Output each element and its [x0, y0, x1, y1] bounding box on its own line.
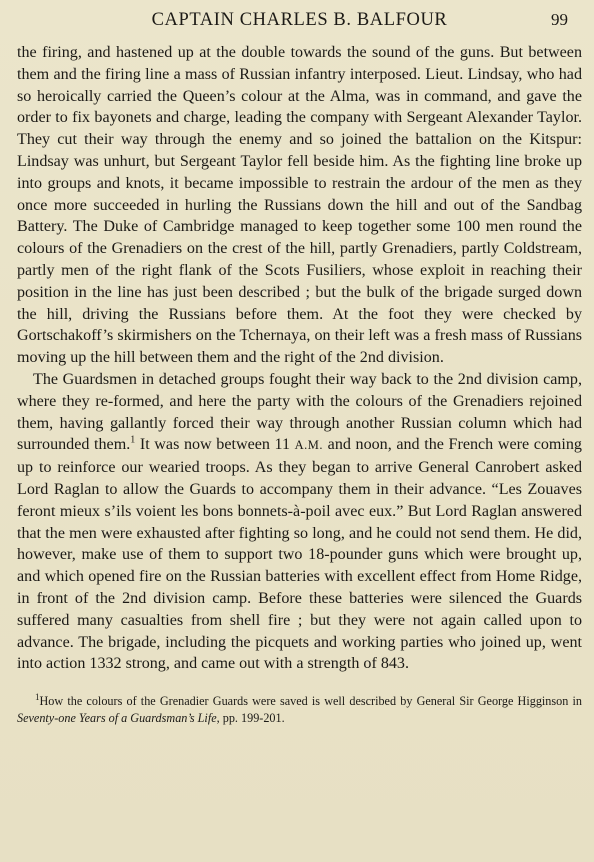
footnote-book-title: Seventy-one Years of a Guardsman’s Life: [17, 710, 217, 725]
footnote: [17, 693, 582, 726]
page-number: 99: [551, 10, 568, 29]
body-text: [17, 42, 582, 675]
paragraph-2: [17, 369, 582, 675]
paragraph-2-part-b: It was now between 11: [135, 436, 295, 454]
footnote-reference: 1: [130, 434, 136, 446]
footnote-text-a: How the colours of the Grenadier Guards were saved is well described by General Sir George Higginson in: [39, 694, 582, 709]
footnote-text-b: , pp. 199-201.: [216, 710, 285, 725]
paragraph-2-part-c: and noon, and the French were coming up to reinforce our wearied troops. As they began to arrive General Canrobert asked Lord Raglan to allow the Guards to accompany them in their advance. “Les Zouaves feront mieux s’ils voient les bons bonnets-à-poil avec eux.” But Lord Raglan answered that the men were exhausted after fighting so long, and he could not send them. He did, however, make use of them to support two 18-pounder guns which were brought up, and which opened fire on the Russian batteries with excellent effect from Home Ridge, in front of the 2nd division camp. Before these batteries were silenced the Guards suffered many casualties from shell fire ; but they were not again called upon to advance. The brigade, including the picquets and working parties who joined up, went into action 1332 strong, and came out with a strength of 843.: [17, 436, 582, 673]
time-am: A.M.: [294, 438, 324, 453]
paragraph-2-part-a: The Guardsmen in detached groups fought their way back to the 2nd division camp, where they re-formed, and here the party with the colours of the Grenadiers rejoined them, having gallantly forced their way through another Russian column which had surrounded them.: [17, 370, 582, 454]
page-header: [17, 8, 582, 34]
footnote-number: 1: [35, 692, 40, 703]
running-head: CAPTAIN CHARLES B. BALFOUR: [151, 10, 448, 30]
paragraph-1: the firing, and hastened up at the double towards the sound of the guns. But between them and the firing line a mass of Russian infantry interposed. Lieut. Lindsay, who had so heroically carried the Queen’s colour at the Alma, was in command, and gave the order to fix bayonets and charge, leading the company with Sergeant Alexander Taylor. They cut their way through the enemy and so joined the battalion on the Kitspur: Lindsay was unhurt, but Sergeant Taylor fell beside him. As the fighting line broke up into groups and knots, it became impossible to restrain the ardour of the men as they once more succeeded in hurling the Russians down the hill and out of the Sandbag Battery. The Duke of Cambridge managed to keep together some 100 men round the colours of the Grenadiers on the crest of the hill, partly Grenadiers, partly Coldstream, partly men of the right flank of the Scots Fusiliers, whose exploit in reaching their position in the line has just been described ; but the bulk of the brigade surged down the hill, driving the Russians before them. At the foot they were checked by Gortschakoff’s skirmishers on the Tchernaya, on their left was a fresh mass of Russians moving up the hill between them and the right of the 2nd division.: [17, 44, 582, 367]
